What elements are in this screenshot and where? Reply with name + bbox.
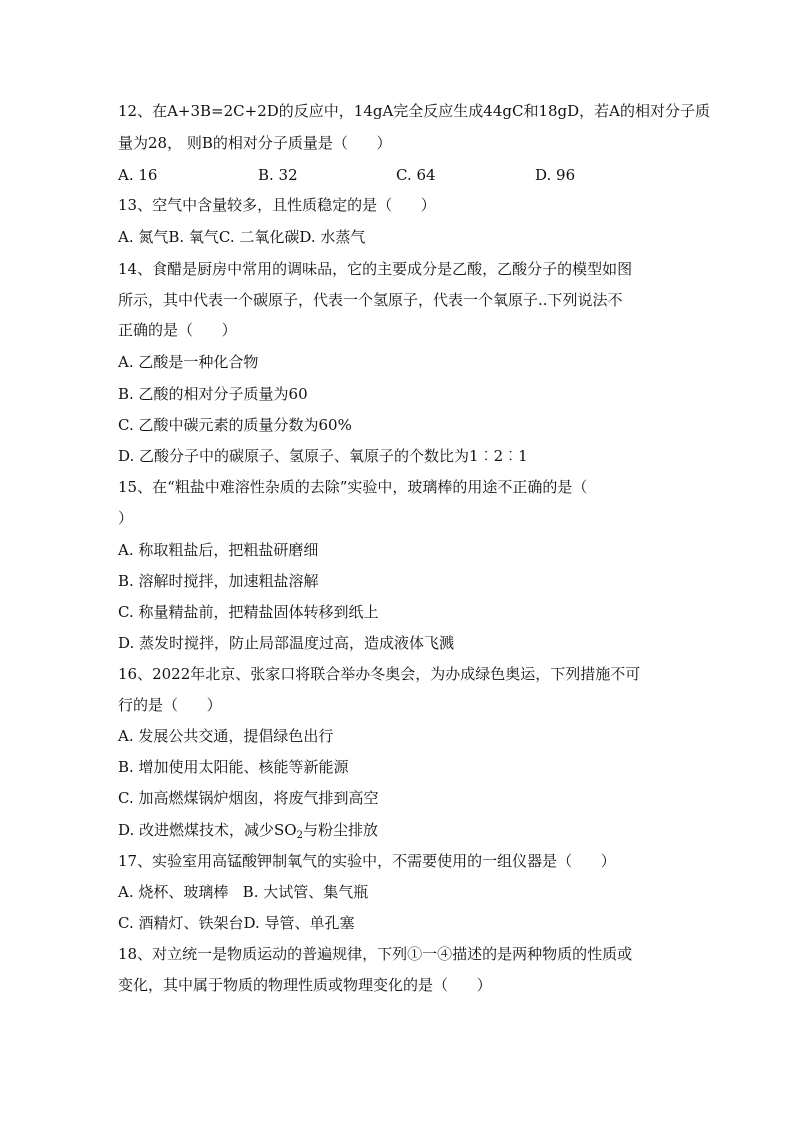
q12-option-c: C. 64 (396, 166, 436, 184)
q15-stem-line1: 15、在“粗盐中难溶性杂质的去除”实验中，玻璃棒的用途不正确的是（ (118, 478, 588, 496)
q15-option-b: B. 溶解时搅拌，加速粗盐溶解 (118, 572, 319, 590)
q12-stem-line2: 量为28， 则B的相对分子质量是（ ） (118, 134, 392, 152)
q16-option-d-prefix: D. 改进燃煤技术，减少SO (118, 821, 297, 839)
q12-option-b: B. 32 (258, 166, 298, 184)
q15-option-d: D. 蒸发时搅拌，防止局部温度过高，造成液体飞溅 (118, 634, 455, 652)
q16-option-d-suffix: 与粉尘排放 (302, 821, 378, 839)
q16-option-c: C. 加高燃煤锅炉烟囱，将废气排到高空 (118, 789, 379, 807)
q13-stem: 13、空气中含量较多，且性质稳定的是（ ） (118, 196, 436, 214)
q12-stem-line1: 12、在A+3B=2C+2D的反应中，14gA完全反应生成44gC和18gD，若A的相对分子质 (118, 102, 711, 120)
q14-option-a: A. 乙酸是一种化合物 (118, 353, 259, 371)
q16-stem-line1: 16、2022年北京、张家口将联合举办冬奥会，为办成绿色奥运，下列措施不可 (118, 665, 641, 683)
q15-option-c: C. 称量精盐前，把精盐固体转移到纸上 (118, 603, 379, 621)
q17-stem: 17、实验室用高锰酸钾制氧气的实验中，不需要使用的一组仪器是（ ） (118, 852, 616, 870)
q12-option-d: D. 96 (535, 166, 576, 184)
q15-option-a: A. 称取粗盐后，把粗盐研磨细 (118, 541, 319, 559)
q13-options: A. 氮气B. 氧气C. 二氧化碳D. 水蒸气 (118, 228, 366, 246)
q16-option-a: A. 发展公共交通，提倡绿色出行 (118, 727, 334, 745)
q18-stem-line2: 变化，其中属于物质的物理性质或物理变化的是（ ） (118, 976, 492, 994)
q15-stem-line2: ） (118, 509, 134, 527)
q14-stem-line2: 所示，其中代表一个碳原子，代表一个氢原子，代表一个氧原子..下列说法不 (118, 291, 623, 309)
q16-option-d (118, 820, 378, 840)
q14-option-b: B. 乙酸的相对分子质量为60 (118, 385, 308, 403)
q14-stem-line3: 正确的是（ ） (118, 321, 237, 339)
q18-stem-line1: 18、对立统一是物质运动的普遍规律，下列①一④描述的是两种物质的性质或 (118, 945, 633, 963)
q14-stem-line1: 14、食醋是厨房中常用的调味品，它的主要成分是乙酸，乙酸分子的模型如图 (118, 260, 633, 278)
q16-stem-line2: 行的是（ ） (118, 696, 222, 714)
q12-option-a: A. 16 (118, 166, 158, 184)
q16-option-b: B. 增加使用太阳能、核能等新能源 (118, 758, 349, 776)
q17-options-line2: C. 酒精灯、铁架台D. 导管、单孔塞 (118, 914, 355, 932)
q14-option-c: C. 乙酸中碳元素的质量分数为60% (118, 416, 352, 434)
q14-option-d: D. 乙酸分子中的碳原子、氢原子、氧原子的个数比为1︰2︰1 (118, 447, 528, 465)
q16-option-d-subscript: 2 (296, 830, 303, 841)
q17-options-line1: A. 烧杯、玻璃棒 B. 大试管、集气瓶 (118, 883, 369, 901)
